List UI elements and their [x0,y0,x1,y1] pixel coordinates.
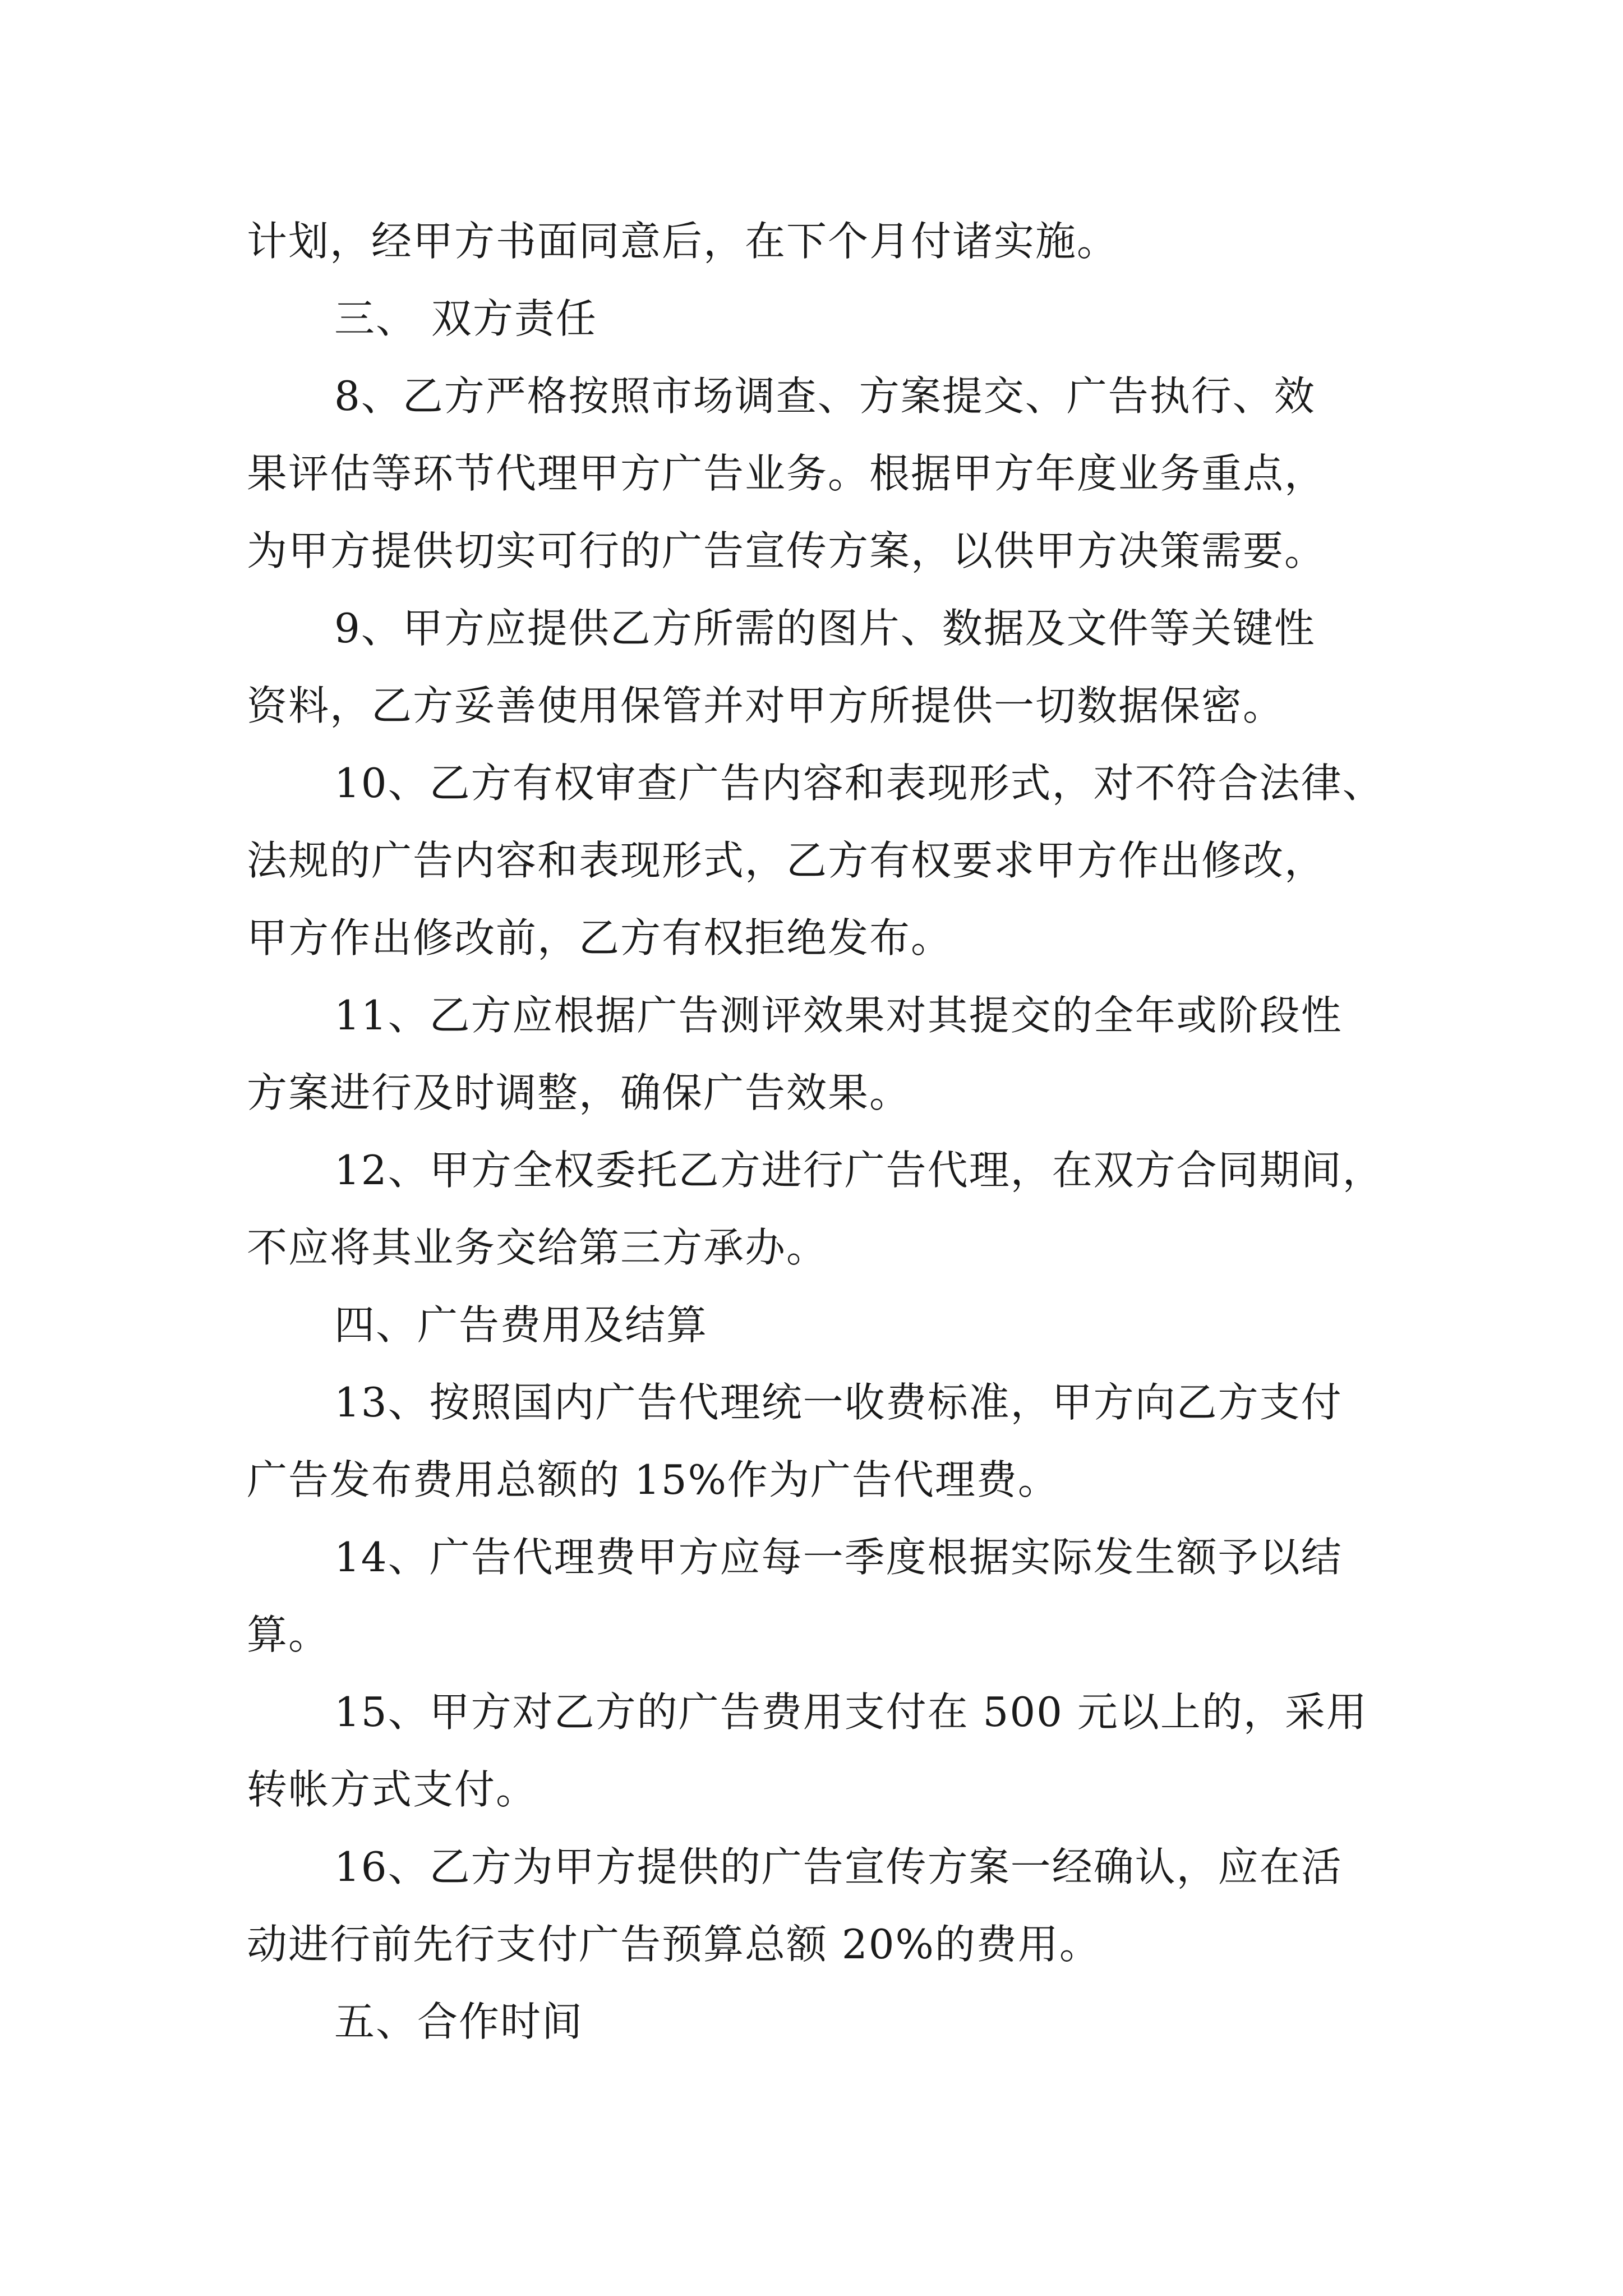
section-heading: 四、广告费用及结算 [334,1301,708,1349]
text-line: 方案进行及时调整，确保广告效果。 [247,1069,911,1116]
text-line: 15、甲方对乙方的广告费用支付在 500 元以上的，采用 [334,1688,1368,1736]
section-heading: 五、合作时间 [334,1998,584,2045]
text-line: 16、乙方为甲方提供的广告宣传方案一经确认，应在活 [334,1843,1343,1890]
text-line: 广告发布费用总额的 15%作为广告代理费。 [247,1456,1059,1503]
text-line: 不应将其业务交给第三方承办。 [247,1224,828,1271]
text-line: 12、甲方全权委托乙方进行广告代理，在双方合同期间， [334,1147,1384,1194]
text-line: 甲方作出修改前，乙方有权拒绝发布。 [247,914,953,961]
text-line: 法规的广告内容和表现形式，乙方有权要求甲方作出修改， [247,837,1326,884]
text-line: 8、乙方严格按照市场调查、方案提交、广告执行、效 [334,372,1316,420]
text-line: 10、乙方有权审查广告内容和表现形式，对不符合法律、 [334,760,1384,807]
text-line: 为甲方提供切实可行的广告宣传方案，以供甲方决策需要。 [247,527,1326,574]
text-line: 资料，乙方妥善使用保管并对甲方所提供一切数据保密。 [247,682,1285,729]
text-line: 算。 [247,1611,330,1658]
text-line: 14、广告代理费甲方应每一季度根据实际发生额予以结 [334,1534,1343,1581]
section-heading: 三、 双方责任 [334,295,597,342]
text-line: 11、乙方应根据广告测评效果对其提交的全年或阶段性 [334,992,1343,1039]
text-line: 动进行前先行支付广告预算总额 20%的费用。 [247,1921,1101,1968]
text-line: 计划，经甲方书面同意后，在下个月付诸实施。 [247,218,1119,265]
text-line: 13、按照国内广告代理统一收费标准，甲方向乙方支付 [334,1379,1343,1426]
text-line: 转帐方式支付。 [247,1766,538,1813]
text-line: 9、甲方应提供乙方所需的图片、数据及文件等关键性 [334,605,1316,652]
text-line: 果评估等环节代理甲方广告业务。根据甲方年度业务重点， [247,450,1326,497]
